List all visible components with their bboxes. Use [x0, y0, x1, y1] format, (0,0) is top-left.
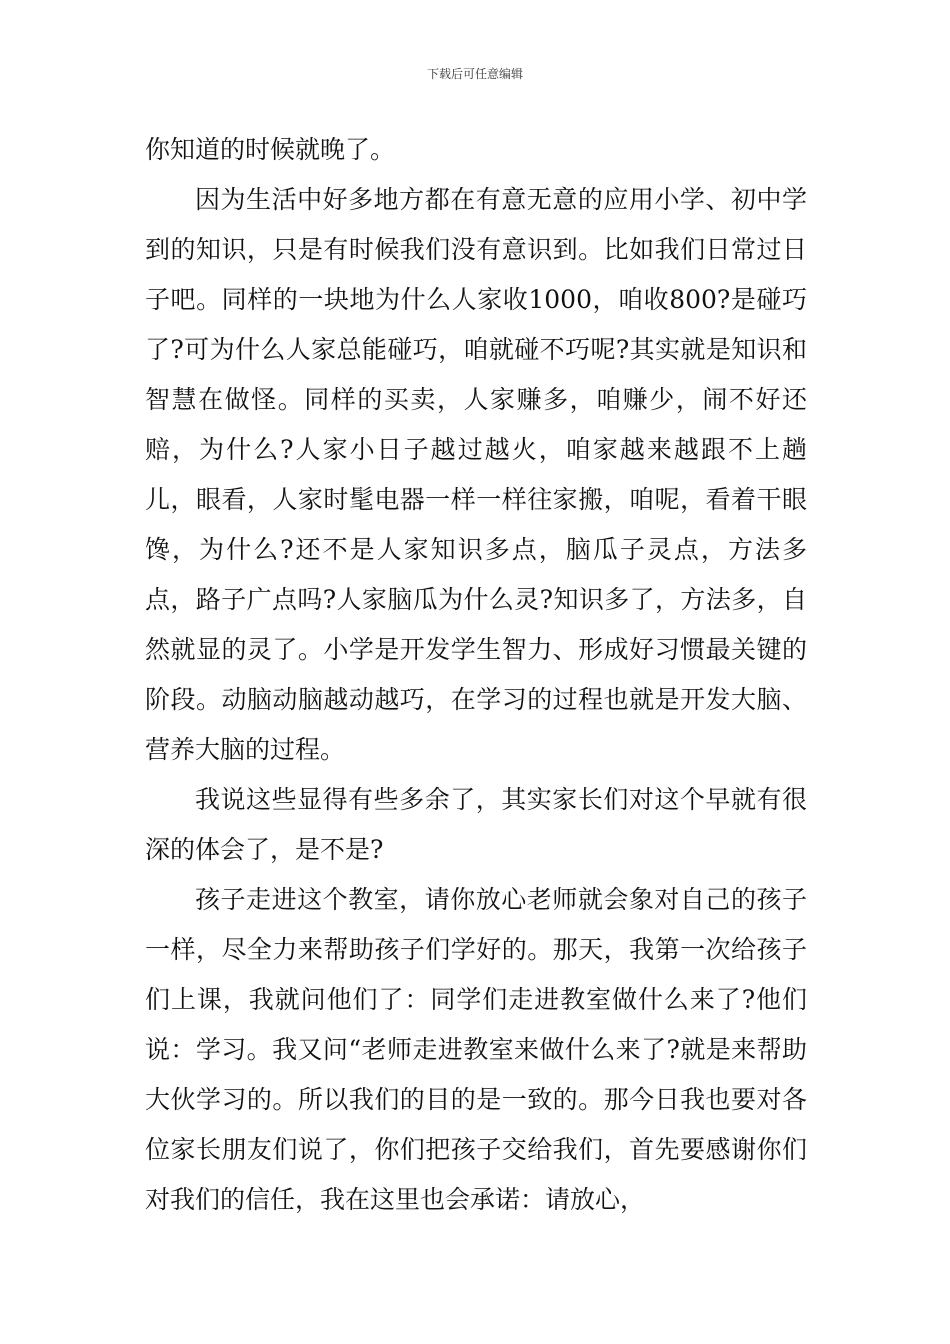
- document-body: [145, 125, 807, 1225]
- page-header: 下载后可任意编辑: [426, 67, 523, 81]
- paragraph-1: 你知道的时候就晚了。: [145, 135, 396, 164]
- paragraph-3: 我说这些显得有些多余了，其实家长们对这个早就有很深的体会了，是不是?: [145, 785, 807, 864]
- paragraph-4: 孩子走进这个教室，请你放心老师就会象对自己的孩子一样，尽全力来帮助孩子们学好的。那天，我第一次给孩子们上课，我就问他们了：同学们走进教室做什么来了?他们说：学习。我又问“老师走进教室来做什么来了?就是来帮助大伙学习的。所以我们的目的是一致的。那今日我也要对各位家长朋友们说了，你们把孩子交给我们，首先要感谢你们对我们的信任，我在这里也会承诺：请放心，: [145, 885, 807, 1214]
- paragraph-2: 因为生活中好多地方都在有意无意的应用小学、初中学到的知识，只是有时候我们没有意识到。比如我们日常过日子吧。同样的一块地为什么人家收1000，咱收800?是碰巧了?可为什么人家总能碰巧，咱就碰不巧呢?其实就是知识和智慧在做怪。同样的买卖，人家赚多，咱赚少，闹不好还赔，为什么?人家小日子越过越火，咱家越来越跟不上趟儿，眼看，人家时髦电器一样一样往家搬，咱呢，看着干眼馋，为什么?还不是人家知识多点，脑瓜子灵点，方法多点，路子广点吗?人家脑瓜为什么灵?知识多了，方法多，自然就显的灵了。小学是开发学生智力、形成好习惯最关键的阶段。动脑动脑越动越巧，在学习的过程也就是开发大脑、营养大脑的过程。: [145, 185, 807, 764]
